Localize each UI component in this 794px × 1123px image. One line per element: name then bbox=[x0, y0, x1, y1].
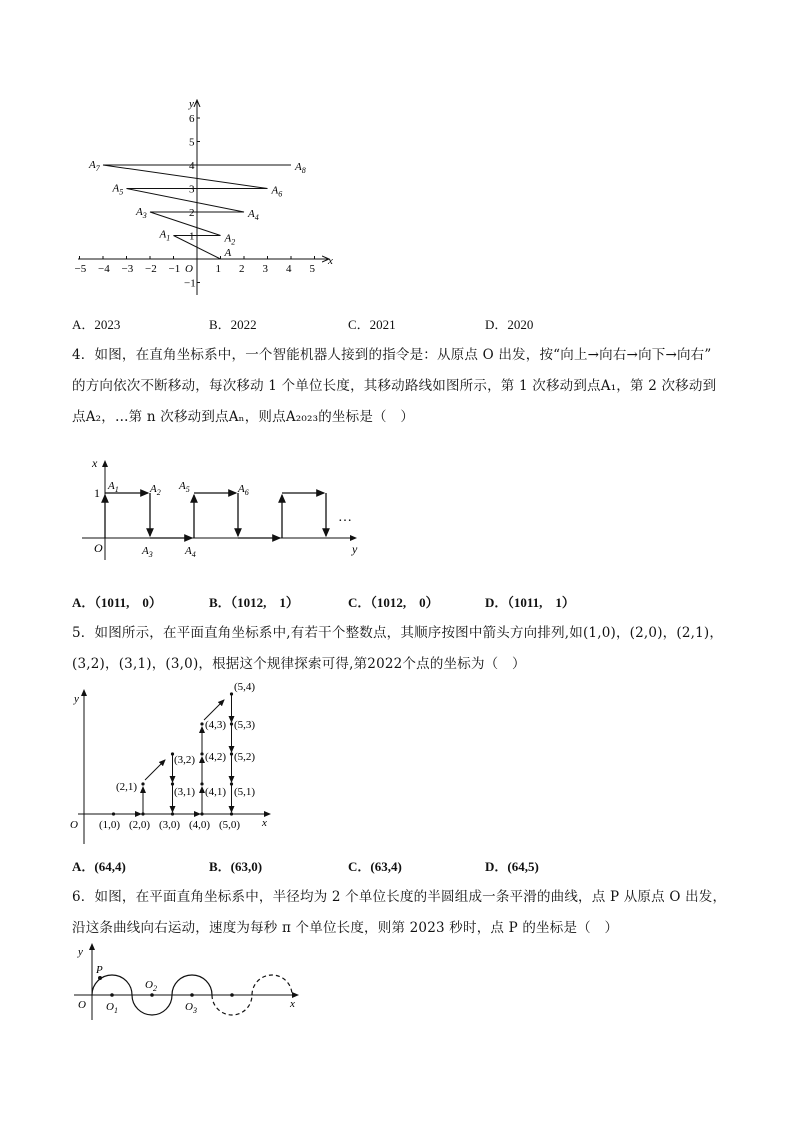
q4-option-c[interactable]: C．（1012, 0） bbox=[348, 595, 439, 610]
q3-coordinate-figure bbox=[70, 95, 350, 305]
center-o3-label: $O_3$ bbox=[185, 1001, 197, 1015]
q3-option-d[interactable]: D．2020 bbox=[485, 317, 534, 332]
q5-question bbox=[72, 618, 732, 680]
point-label-a5: $A_5$ bbox=[112, 182, 124, 197]
label-3-2: (3,2) bbox=[174, 754, 196, 766]
label-4-3: (4,3) bbox=[205, 719, 227, 731]
y-tick-label: 2 bbox=[189, 207, 195, 219]
origin-label: O bbox=[94, 541, 103, 555]
x-tick-label: −5 bbox=[74, 263, 87, 275]
y-tick-label: 3 bbox=[189, 183, 195, 196]
y-tick-label: 4 bbox=[189, 160, 195, 172]
q4-option-b[interactable]: B．（1012, 1） bbox=[209, 595, 299, 610]
label-5-2: (5,2) bbox=[234, 751, 256, 763]
label-a4: $A_4$ bbox=[185, 545, 196, 559]
q3-option-b[interactable]: B．2022 bbox=[209, 317, 257, 332]
point-label-a3: $A_3$ bbox=[136, 206, 147, 220]
center-o1-label: $O_1$ bbox=[106, 1001, 118, 1015]
x-tick-label: −3 bbox=[121, 263, 134, 275]
point-p-label: P bbox=[96, 964, 103, 976]
label-5-1: (5,1) bbox=[234, 786, 256, 798]
x-tick-label: −2 bbox=[145, 263, 157, 275]
x-tick-label: 1 bbox=[215, 263, 221, 275]
axis-label-x: x bbox=[92, 456, 98, 470]
q5-option-b[interactable]: B．(63,0) bbox=[209, 859, 263, 874]
q5-option-a[interactable]: A．(64,4) bbox=[72, 859, 126, 874]
label-a1: $A_1$ bbox=[108, 480, 119, 494]
q4-option-a[interactable]: A．（1011, 0） bbox=[72, 595, 162, 610]
x-tick-label: −1 bbox=[168, 263, 181, 275]
q4-line-3: 点A₂，…第 n 次移动到点Aₙ，则点A₂₀₂₃的坐标是（ ） bbox=[72, 409, 415, 425]
axis-label-x: x bbox=[328, 255, 333, 267]
axis-label-y: y bbox=[189, 98, 194, 110]
q4-option-d[interactable]: D．（1011, 1） bbox=[485, 595, 575, 610]
q3-option-a[interactable]: A．2023 bbox=[72, 317, 121, 332]
label-1-0: (1,0) bbox=[99, 819, 121, 831]
q5-line-2: (3,2)，(3,1)，(3,0)，根据这个规律探索可得,第2022个点的坐标为（ ） bbox=[72, 656, 526, 672]
axis-label-y: y bbox=[78, 946, 83, 958]
y-tick-label: 6 bbox=[189, 113, 195, 125]
q5-option-d[interactable]: D．(64,5) bbox=[485, 859, 539, 874]
point-label-a2: $A_2$ bbox=[224, 232, 236, 247]
label-4-1: (4,1) bbox=[205, 786, 227, 798]
label-a5: $A_5$ bbox=[179, 480, 190, 494]
label-a6: $A_6$ bbox=[238, 483, 249, 497]
y-tick-label: 5 bbox=[189, 136, 195, 149]
label-5-0: (5,0) bbox=[219, 819, 241, 831]
label-a3: $A_3$ bbox=[142, 545, 153, 559]
x-tick-label: 5 bbox=[309, 263, 315, 275]
x-tick-label: O bbox=[185, 263, 193, 275]
axis-label-x: x bbox=[262, 817, 267, 829]
axis-label-x: x bbox=[290, 998, 295, 1010]
axis-label-y: y bbox=[74, 693, 79, 705]
x-tick-label: 3 bbox=[262, 263, 268, 275]
q5-option-c[interactable]: C．(63,4) bbox=[348, 859, 402, 874]
q3-option-c[interactable]: C．2021 bbox=[348, 317, 396, 332]
q4-robot-path-figure bbox=[72, 455, 372, 565]
label-2-0: (2,0) bbox=[129, 819, 151, 831]
label-3-1: (3,1) bbox=[174, 786, 196, 798]
q4-line-1: 4．如图，在直角坐标系中，一个智能机器人接到的指令是：从原点 O 出发，按“向上→向右→向下→向右” bbox=[72, 347, 712, 363]
y-tick-label: −1 bbox=[184, 277, 196, 290]
label-5-3: (5,3) bbox=[234, 719, 256, 731]
origin-label: O bbox=[78, 999, 86, 1011]
point-label-a: A bbox=[224, 247, 232, 259]
center-o2-label: $O_2$ bbox=[145, 979, 157, 993]
q6-semicircle-curve-figure bbox=[70, 940, 310, 1025]
label-2-1: (2,1) bbox=[116, 781, 138, 793]
ellipsis: … bbox=[338, 510, 352, 525]
q6-question bbox=[72, 882, 732, 944]
point-label-a1: $A_1$ bbox=[159, 228, 171, 243]
q5-line-1: 5．如图所示，在平面直角坐标系中,有若干个整数点，其顺序按图中箭头方向排列,如(1,0)，(2,0)，(2,1)， bbox=[72, 625, 724, 641]
point-label-a6: $A_6$ bbox=[271, 184, 283, 199]
point-label-a8: $A_8$ bbox=[295, 161, 306, 175]
q4-line-2: 的方向依次不断移动，每次移动 1 个单位长度，其移动路线如图所示，第 1 次移动到点A₁，第 2 次移动到 bbox=[72, 378, 717, 394]
point-label-a7: $A_7$ bbox=[89, 159, 100, 173]
q4-question bbox=[72, 340, 732, 433]
q6-line-1: 6．如图，在平面直角坐标系中，半径均为 2 个单位长度的半圆组成一条平滑的曲线，点 P 从原点 O 出发， bbox=[72, 889, 727, 905]
x-tick-label: 2 bbox=[239, 263, 245, 275]
label-4-2: (4,2) bbox=[205, 751, 227, 763]
axis-label-y: y bbox=[352, 542, 358, 556]
point-label-a4: $A_4$ bbox=[248, 208, 259, 222]
y-tick-label: 1 bbox=[189, 230, 195, 243]
q5-lattice-figure bbox=[70, 676, 280, 846]
tick-one: 1 bbox=[94, 486, 100, 500]
label-4-0: (4,0) bbox=[189, 819, 211, 831]
x-tick-label: 4 bbox=[286, 263, 292, 275]
q6-line-2: 沿这条曲线向右运动，速度为每秒 π 个单位长度，则第 2023 秒时，点 P 的坐标是（ ） bbox=[72, 920, 619, 936]
label-3-0: (3,0) bbox=[159, 819, 181, 831]
label-5-4: (5,4) bbox=[234, 681, 256, 693]
label-a2: $A_2$ bbox=[150, 483, 161, 497]
x-tick-label: −4 bbox=[98, 263, 110, 275]
origin-label: O bbox=[70, 819, 78, 831]
